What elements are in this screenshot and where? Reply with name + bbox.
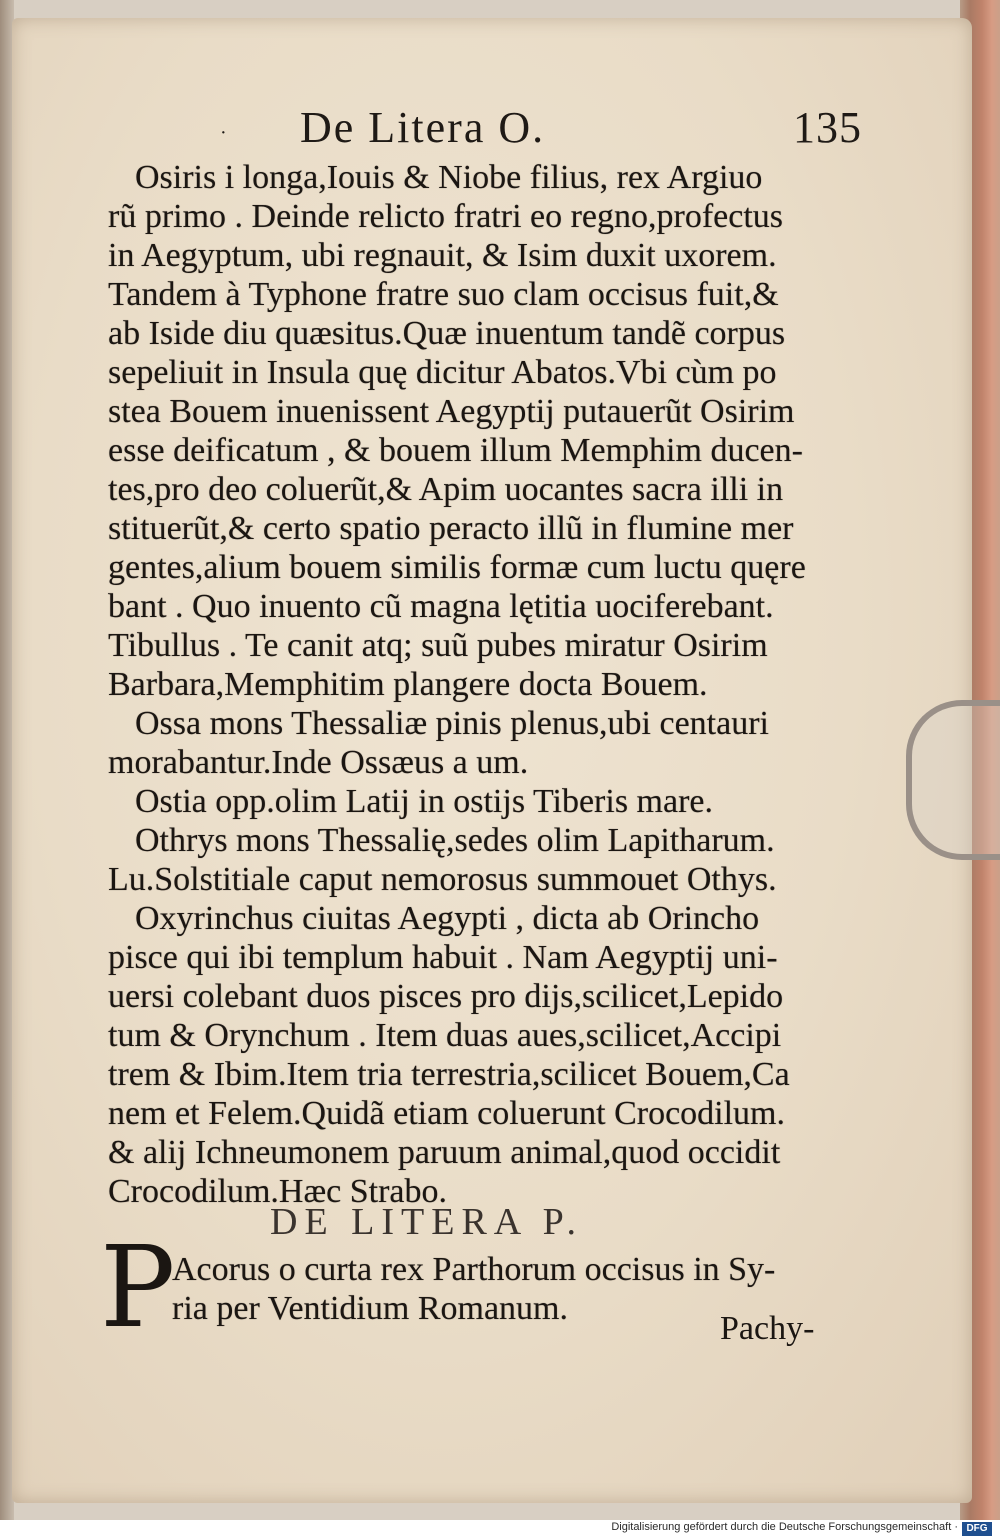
catchword: Pachy-	[720, 1310, 815, 1347]
text-line: in Aegyptum, ubi regnauit, & Isim duxit uxorem.	[108, 237, 777, 274]
dfg-logo: DFG	[962, 1522, 992, 1536]
text-line: Crocodilum.Hæc Strabo.	[108, 1173, 448, 1210]
text-line: & alij Ichneumonem paruum animal,quod occidit	[108, 1134, 781, 1171]
text-line: tum & Orynchum . Item duas aues,scilicet,Accipi	[108, 1017, 782, 1054]
text-line: pisce qui ibi templum habuit . Nam Aegyptij uni-	[108, 939, 778, 976]
text-line: Acorus o curta rex Parthorum occisus in Sy-	[172, 1251, 776, 1288]
text-line: ab Iside diu quæsitus.Quæ inuentum tandẽ corpus	[108, 315, 786, 352]
text-line: Tibullus . Te canit atq; suũ pubes miratur Osirim	[108, 627, 768, 664]
text-line: nem et Felem.Quidã etiam coluerunt Crocodilum.	[108, 1095, 785, 1132]
text-line: Barbara,Memphitim plangere docta Bouem.	[108, 666, 708, 703]
page-number: 135	[793, 103, 862, 152]
drop-cap: P	[100, 1223, 176, 1353]
text-line: esse deificatum , & bouem illum Memphim ducen-	[108, 432, 803, 469]
header-dot: ·	[220, 122, 227, 144]
text-line: tes,pro deo coluerũt,& Apim uocantes sacra illi in	[108, 471, 784, 508]
text-line: Ossa mons Thessaliæ pinis plenus,ubi centauri	[135, 705, 769, 742]
text-line: ria per Ventidium Romanum.	[172, 1290, 568, 1327]
text-line: Oxyrinchus ciuitas Aegypti , dicta ab Orincho	[135, 900, 760, 937]
text-line: Ostia opp.olim Latij in ostijs Tiberis mare.	[135, 783, 713, 820]
digitization-credit: Digitalisierung gefördert durch die Deutsche Forschungsgemeinschaft ·	[611, 1521, 958, 1533]
text-line: Othrys mons Thessalię,sedes olim Lapitharum.	[135, 822, 775, 859]
text-line: rũ primo . Deinde relicto fratri eo regno,profectus	[108, 198, 784, 235]
text-line: stea Bouem inuenissent Aegyptij putauerũt Osirim	[108, 393, 795, 430]
text-line: Tandem à Typhone fratre suo clam occisus fuit,&	[108, 276, 779, 313]
text-line: sepeliuit in Insula quę dicitur Abatos.Vbi cùm po	[108, 354, 777, 391]
text-line: morabantur.Inde Ossæus a um.	[108, 744, 529, 781]
text-line: uersi colebant duos pisces pro dijs,scilicet,Lepido	[108, 978, 784, 1015]
running-title: De Litera O.	[300, 103, 546, 152]
text-line: bant . Quo inuento cũ magna lętitia uociferebant.	[108, 588, 774, 625]
text-line: stituerũt,& certo spatio peracto illũ in flumine mer	[108, 510, 794, 547]
text-line: Lu.Solstitiale caput nemorosus summouet Othys.	[108, 861, 777, 898]
text-line: Osiris i longa,Iouis & Niobe filius, rex Argiuo	[135, 159, 763, 196]
text-line: trem & Ibim.Item tria terrestria,scilicet Bouem,Ca	[108, 1056, 790, 1093]
text-line: gentes,alium bouem similis formæ cum luctu quęre	[108, 549, 806, 586]
section-heading: DE LITERA P.	[270, 1201, 584, 1243]
